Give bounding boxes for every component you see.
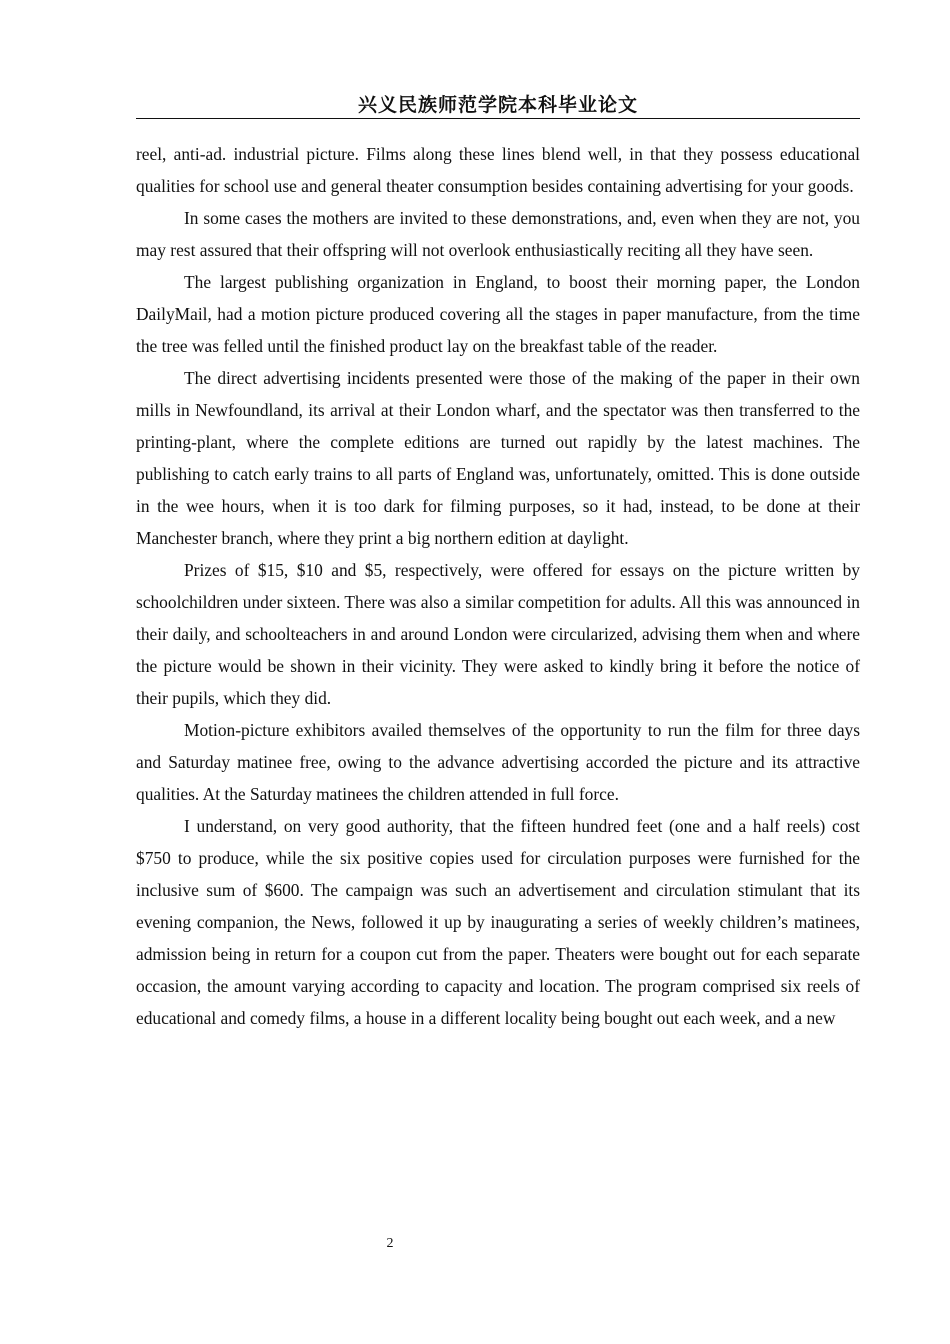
paragraph: Prizes of $15, $10 and $5, respectively, were offered for essays on the picture written by schoolchildren under sixteen. There was also a similar competition for adults. All this was announced in their daily, and schoolteachers in and around London were circularized, advising them when and where the picture would be shown in their vicinity. They were asked to kindly bring it before the notice of their pupils, which they did. xyxy=(136,560,860,708)
paragraph: Motion-picture exhibitors availed themselves of the opportunity to run the film for three days and Saturday matinee free, owing to the advance advertising accorded the picture and its attractive qualities. At the Saturday matinees the children attended in full force. xyxy=(136,720,860,804)
page-header-title: 兴义民族师范学院本科毕业论文 xyxy=(357,94,638,116)
paragraph: I understand, on very good authority, that the fifteen hundred feet (one and a half reels) cost $750 to produce, while the six positive copies used for circulation purposes were furnished for the inclusive sum of $600. The campaign was such an advertisement and circulation stimulant that its evening companion, the News, followed it up by inaugurating a series of weekly children’s matinees, admission being in return for a coupon cut from the paper. Theaters were bought out for each separate occasion, the amount varying according to capacity and location. The program comprised six reels of educational and comedy films, a house in a different locality being bought out each week, and a new xyxy=(136,816,860,1028)
header-rule xyxy=(136,118,860,119)
paragraph: In some cases the mothers are invited to these demonstrations, and, even when they are not, you may rest assured that their offspring will not overlook enthusiastically reciting all they have seen. xyxy=(136,208,860,260)
body-text xyxy=(136,138,860,1034)
page-number: 2 xyxy=(386,1236,394,1251)
paragraph: The direct advertising incidents presented were those of the making of the paper in their own mills in Newfoundland, its arrival at their London wharf, and the spectator was then transferred to the printing-plant, where the complete editions are turned out rapidly by the latest machines. The publishing to catch early trains to all parts of England was, unfortunately, omitted. This is done outside in the wee hours, when it is too dark for filming purposes, so it had, instead, to be done at their Manchester branch, where they print a big northern edition at daylight. xyxy=(136,368,860,548)
paragraph-continued: reel, anti-ad. industrial picture. Films along these lines blend well, in that they possess educational qualities for school use and general theater consumption besides containing advertising for your goods. xyxy=(136,144,860,196)
paragraph: The largest publishing organization in England, to boost their morning paper, the London DailyMail, had a motion picture produced covering all the stages in paper manufacture, from the time the tree was felled until the finished product lay on the breakfast table of the reader. xyxy=(136,272,860,356)
